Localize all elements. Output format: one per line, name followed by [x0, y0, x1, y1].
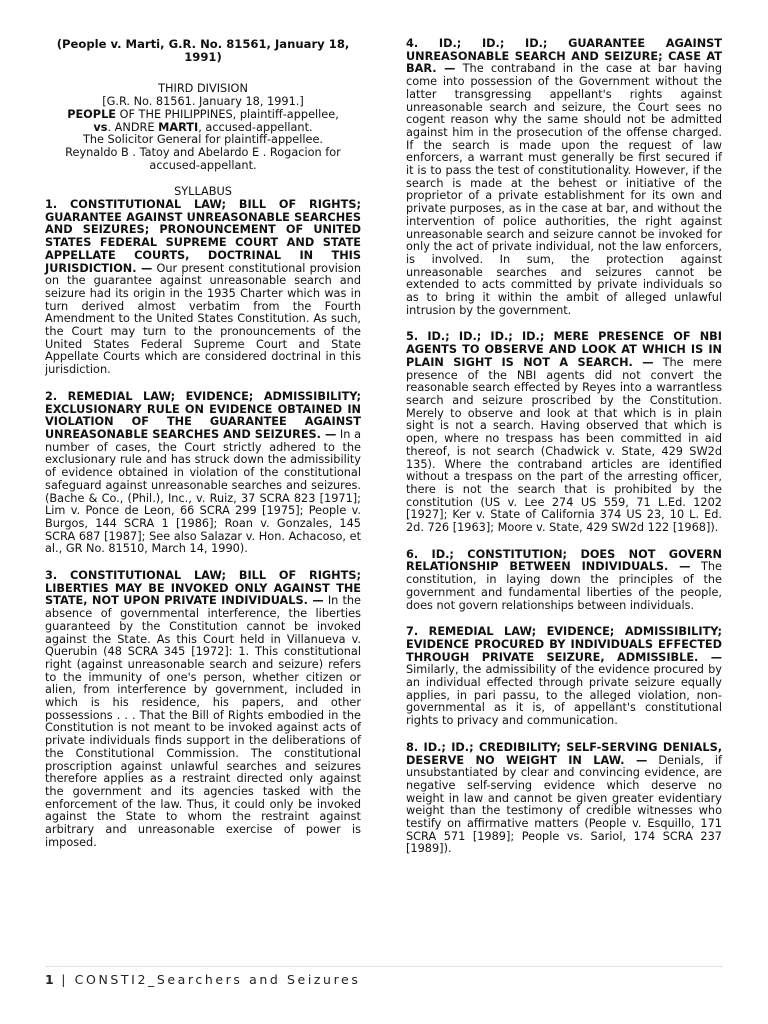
party-people-rest: OF THE PHILIPPINES, plaintiff-appellee, — [115, 107, 339, 121]
syllabus-item-heading: 5. ID.; ID.; ID.; ID.; MERE PRESENCE OF NBI AGENTS TO OBSERVE AND LOOK AT WHICH IS IN PLAIN SIGHT IS NOT A SEARCH. — — [406, 330, 722, 369]
syllabus-item-heading: 8. ID.; ID.; CREDIBILITY; SELF-SERVING DENIALS, DESERVE NO WEIGHT IN LAW. — — [406, 740, 722, 767]
party-marti-rest: , accused-appellant. — [198, 120, 313, 134]
counsel-appellee: The Solicitor General for plaintiff-appellee. — [82, 133, 324, 147]
counsel-appellant: Reynaldo B . Tatoy and Abelardo E . Rogacion for accused-appellant. — [65, 145, 341, 172]
versus-label: vs — [93, 120, 108, 134]
syllabus-item-body: The constitution, in laying down the principles of the government and fundamental liberties of the people, does not govern relationships between individuals. — [406, 560, 722, 612]
syllabus-item-3 — [45, 570, 361, 849]
syllabus-item-body: The contraband in the case at bar having come into possession of the Government without the latter transgressing appellant's rights against unreasonable search and seizure, the Court sees no cogent reason why the same should not be admitted against him in the prosecution of the offense charged. If the search is made upon the request of law enforcers, a warrant must generally be first secured if it is to pass the test of constitutionality. However, if the search is made at the behest or initiative of the proprietor of a private establishment for its own and private purposes, as in the case at bar, and without the intervention of police authorities, the right against unreasonable search and seizure cannot be invoked for only the act of private individual, not the law enforcers, is involved. In sum, the protection against unreasonable searches and seizures cannot be extended to acts committed by private individuals so as to bring it within the ambit of alleged unlawful intrusion by the government. — [406, 62, 722, 317]
syllabus-item-heading: 7. REMEDIAL LAW; EVIDENCE; ADMISSIBILITY; EVIDENCE PROCURED BY INDIVIDUALS EFFECTED THROUGH PRIVATE SEIZURE, ADMISSIBLE. — — [406, 625, 722, 664]
syllabus-heading: SYLLABUS — [174, 185, 232, 199]
syllabus-item-2 — [45, 391, 361, 556]
syllabus-item-heading: 4. ID.; ID.; ID.; GUARANTEE AGAINST UNREASONABLE SEARCH AND SEIZURE; CASE AT BAR. — — [406, 37, 722, 76]
syllabus-item-body: Similarly, the admissibility of the evidence procured by an individual effected through private seizure equally applies, in pari passu, to the alleged violation, non-governmental as it is, of appellant's constitutional rights to privacy and communication. — [406, 663, 722, 728]
syllabus-item-5 — [406, 331, 722, 534]
syllabus-item-body: In the absence of governmental interference, the liberties guaranteed by the Constitution cannot be invoked against the State. As this Court held in Villanueva v. Querubin (48 SCRA 345 [1972]: 1. This constitutional right (against unreasonable search and seizure) refers to the immunity of one's person, whether citizen or alien, from interference by government, included in which is his residence, his papers, and other possessions . . . That the Bill of Rights embodied in the Constitution is not meant to be invoked against acts of private individuals finds support in the deliberations of the Constitutional Commission. The constitutional proscription against unlawful searches and seizures therefore applies as a restraint directed only against the government and its agencies tasked with the enforcement of the law. Thus, it could only be invoked against the State to whom the restraint against arbitrary and unreasonable exercise of power is imposed. — [45, 594, 362, 849]
versus-rest: . ANDRE — [107, 120, 159, 134]
case-number: [G.R. No. 81561. January 18, 1991.] — [102, 95, 304, 109]
syllabus-item-heading: 3. CONSTITUTIONAL LAW; BILL OF RIGHTS; LIBERTIES MAY BE INVOKED ONLY AGAINST THE STATE, NOT UPON PRIVATE INDIVIDUALS. — — [45, 569, 361, 608]
page-number: 1 — [45, 972, 55, 987]
footer-title: CONSTI2_Searchers and Seizures — [74, 972, 361, 987]
syllabus-item-body: The mere presence of the NBI agents did not convert the reasonable search effected by Reyes into a warrantless search and seizure proscribed by the Constitution. Merely to observe and look at that which is in plain sight is not a search. Having observed that which is open, where no trespass has been committed in aid thereof, is not search (Chadwick v. State, 429 SW2d 135). Where the contraband articles are identified without a trespass on the part of the arresting officer, there is not the search that is prohibited by the constitution (US v. Lee 274 US 559, 71 L.Ed. 1202 [1927]; Ker v. State of California 374 US 23, 10 L. Ed. 2d. 726 [1963]; Moore v. State, 429 SW2d 122 [1968]). — [406, 355, 722, 535]
right-column — [406, 38, 722, 856]
syllabus-item-heading: 2. REMEDIAL LAW; EVIDENCE; ADMISSIBILITY; EXCLUSIONARY RULE ON EVIDENCE OBTAINED IN VIOLATION OF THE GUARANTEE AGAINST UNREASONABLE SEARCHES AND SEIZURES. — — [45, 389, 361, 441]
case-caption — [45, 83, 361, 172]
page-footer — [45, 966, 723, 987]
syllabus-item-heading: 1. CONSTITUTIONAL LAW; BILL OF RIGHTS; GUARANTEE AGAINST UNREASONABLE SEARCHES AND SEIZURES; PRONOUNCEMENT OF UNITED STATES FEDERAL SUPREME COURT AND STATE APPELLATE COURTS, DOCTRINAL IN THIS JURISDICTION. — — [45, 198, 361, 275]
party-people: PEOPLE — [67, 107, 116, 121]
syllabus-item-body: Denials, if unsubstantiated by clear and convincing evidence, are negative self-serving evidence which deserve no weight in law and cannot be given greater evidentiary weight than the testimony of credible witnesses who testify on affirmative matters (People v. Esquillo, 171 SCRA 571 [1989]; People vs. Sariol, 174 SCRA 237 [1989]). — [406, 753, 722, 856]
syllabus-item-body: Our present constitutional provision on the guarantee against unreasonable search and seizure had its origin in the 1935 Charter which was in turn derived almost verbatim from the Fourth Amendment to the United States Constitution. As such, the Court may turn to the pronouncements of the United States Federal Supreme Court and State Appellate Courts which are considered doctrinal in this jurisdiction. — [45, 261, 361, 377]
party-marti: MARTI — [158, 120, 199, 134]
left-column — [45, 38, 361, 849]
syllabus-item-6 — [406, 549, 722, 613]
syllabus-item-1 — [45, 199, 361, 377]
footer-separator: | — [54, 972, 75, 987]
case-citation-title: (People v. Marti, G.R. No. 81561, January 18, 1991) — [56, 37, 350, 64]
syllabus-item-8 — [406, 742, 722, 856]
syllabus-item-4 — [406, 38, 722, 317]
division-label: THIRD DIVISION — [158, 82, 248, 96]
syllabus-item-heading: 6. ID.; CONSTITUTION; DOES NOT GOVERN RELATIONSHIP BETWEEN INDIVIDUALS. — — [406, 547, 722, 574]
syllabus-item-body: In a number of cases, the Court strictly adhered to the exclusionary rule and has struck down the admissibility of evidence obtained in violation of the constitutional safeguard against unreasonable searches and seizures. (Bache & Co., (Phil.), Inc., v. Ruiz, 37 SCRA 823 [1971]; Lim v. Ponce de Leon, 66 SCRA 299 [1975]; People v. Burgos, 144 SCRA 1 [1986]; Roan v. Gonzales, 145 SCRA 687 [1987]; See also Salazar v. Hon. Achacoso, et al., GR No. 81510, March 14, 1990). — [45, 427, 361, 556]
syllabus-item-7 — [406, 626, 722, 728]
